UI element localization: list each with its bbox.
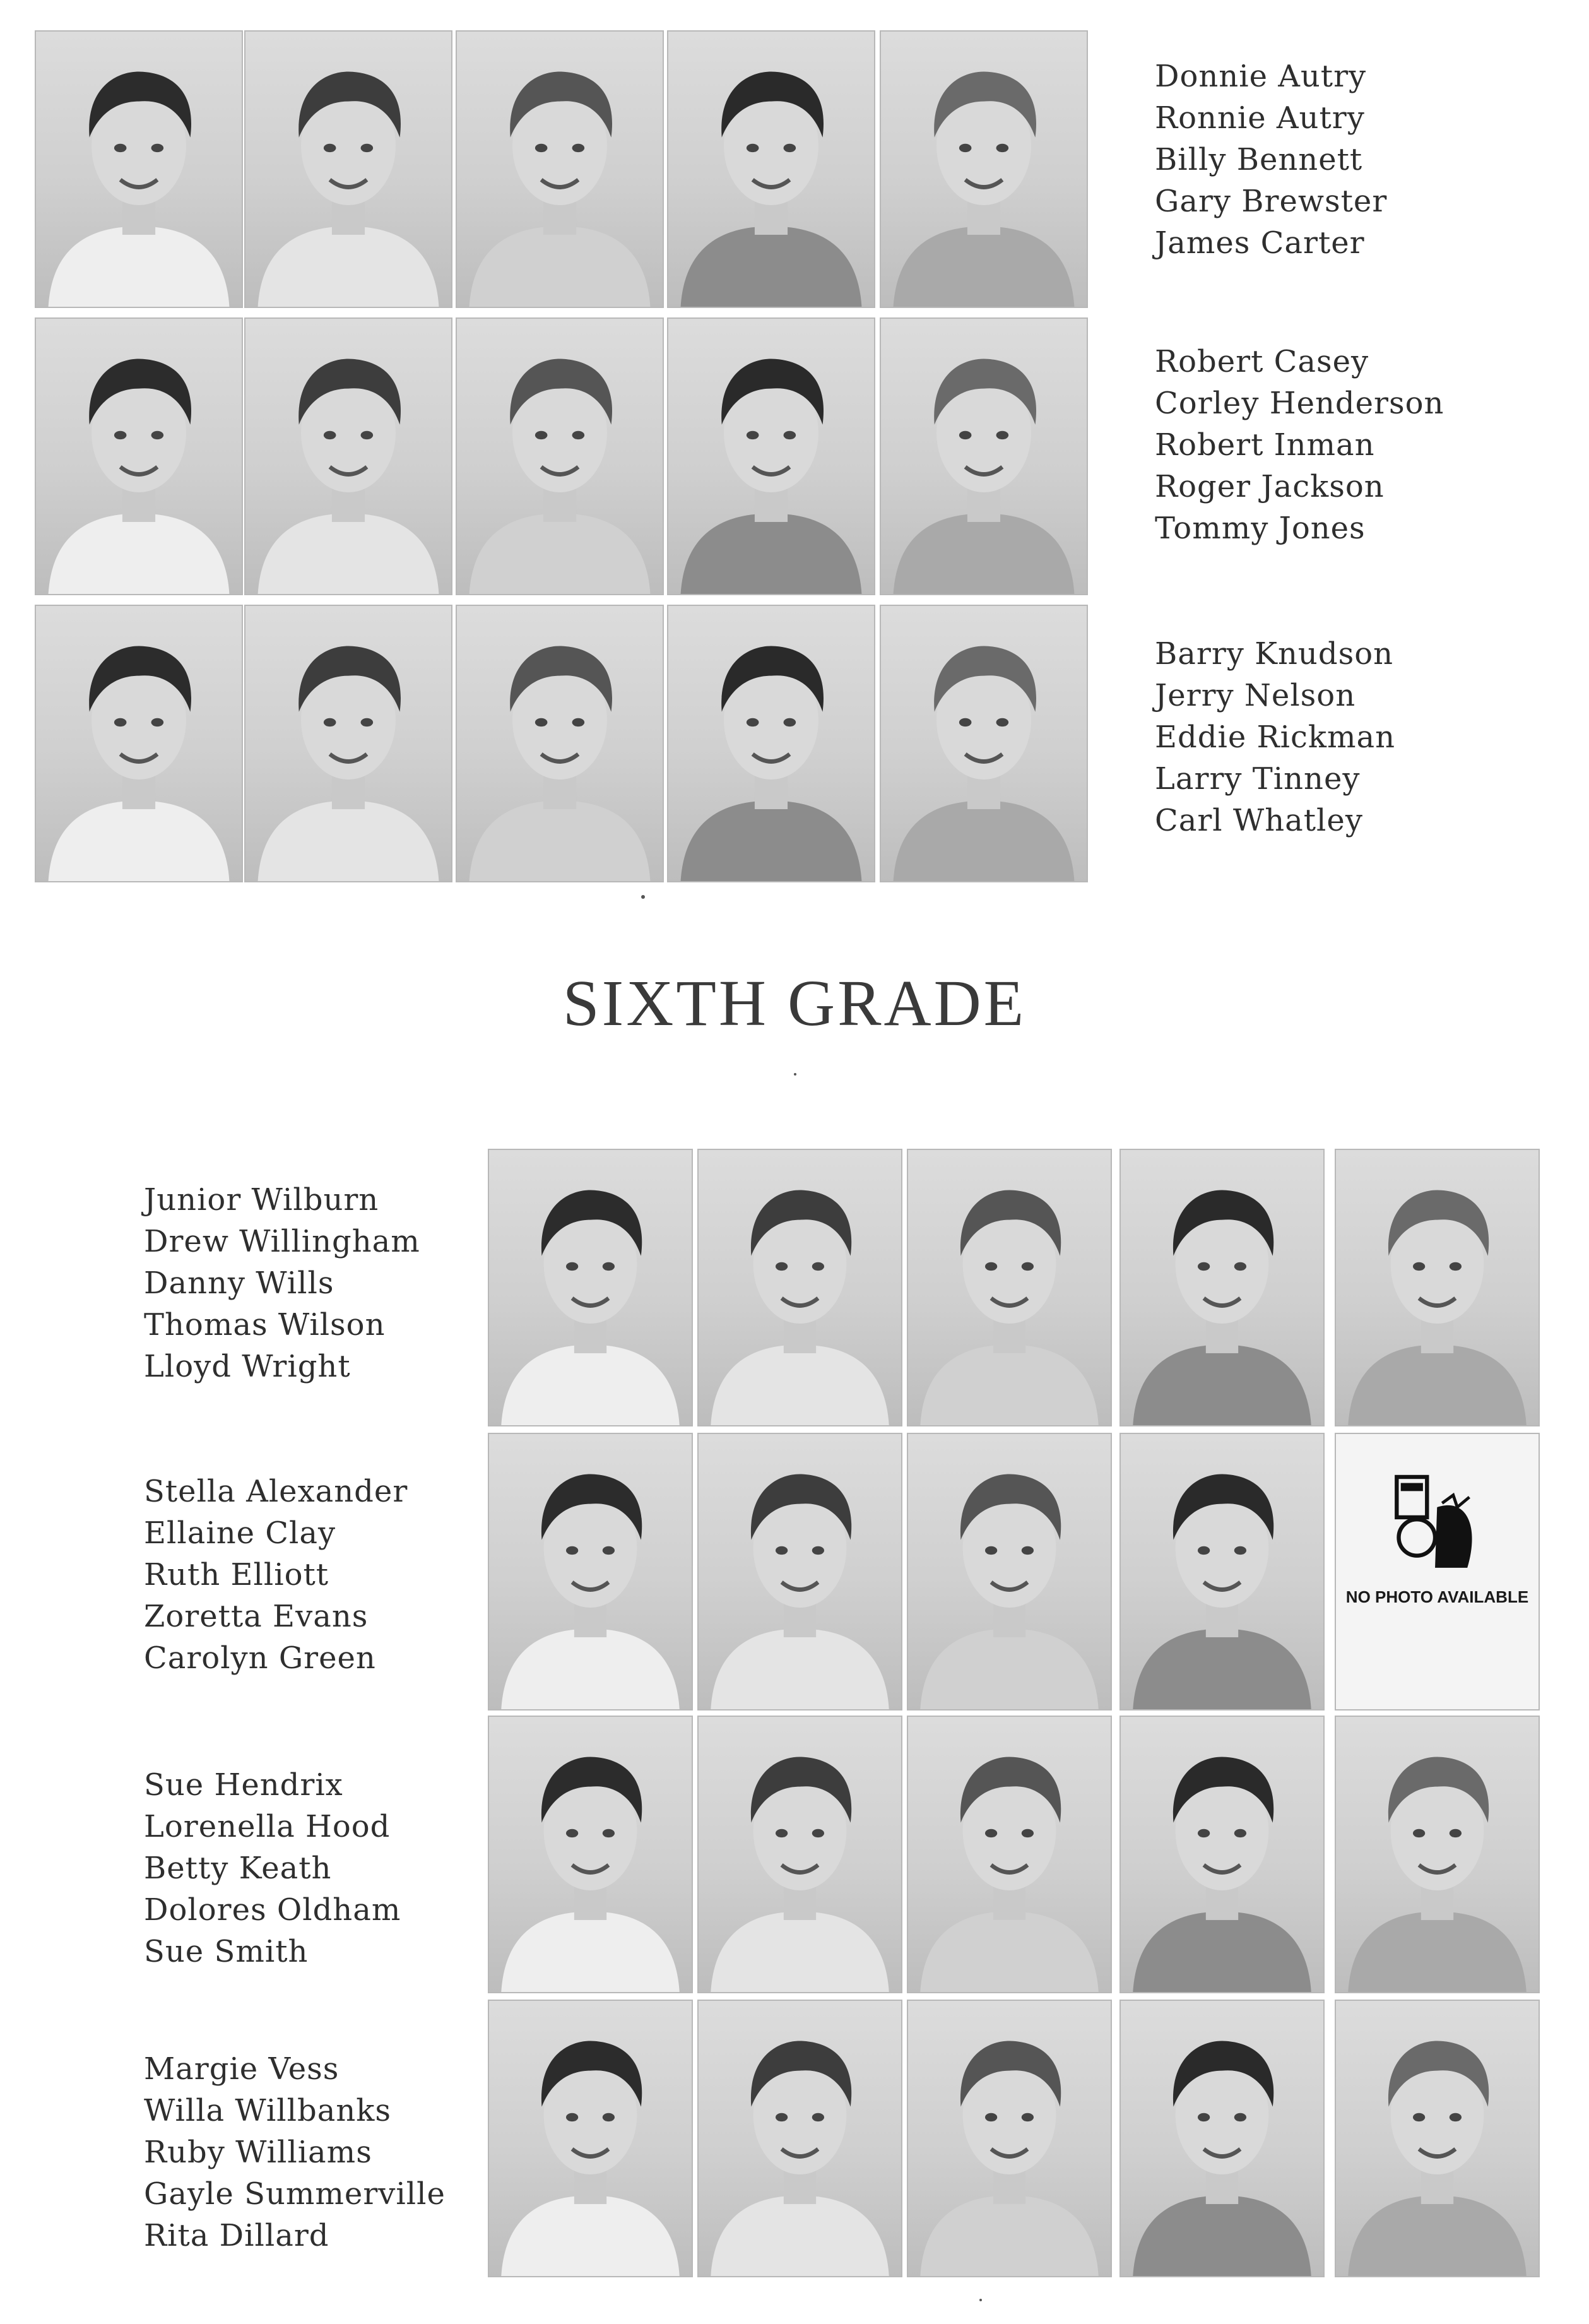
student-photo xyxy=(488,1433,693,1710)
student-name: Carolyn Green xyxy=(144,1640,376,1676)
student-name: Betty Keath xyxy=(144,1851,332,1886)
portrait-silhouette xyxy=(1336,2001,1539,2276)
portrait-silhouette xyxy=(699,2001,901,2276)
student-name: Tommy Jones xyxy=(1155,511,1366,546)
student-name: Lloyd Wright xyxy=(144,1349,351,1384)
student-photo xyxy=(667,30,875,308)
student-name: Jerry Nelson xyxy=(1155,678,1356,713)
student-photo xyxy=(880,605,1088,882)
student-name: Thomas Wilson xyxy=(144,1307,386,1343)
portrait-silhouette xyxy=(1336,1717,1539,1992)
portrait-silhouette xyxy=(457,32,663,307)
portrait-silhouette xyxy=(1121,1150,1323,1425)
portrait-silhouette xyxy=(489,1434,692,1709)
name-list xyxy=(1155,341,1444,549)
student-name: Junior Wilburn xyxy=(144,1182,379,1218)
portrait-silhouette xyxy=(457,606,663,881)
student-name: Carl Whatley xyxy=(1155,803,1363,838)
print-speck xyxy=(979,2299,982,2301)
portrait-silhouette xyxy=(908,1150,1111,1425)
portrait-silhouette xyxy=(1121,2001,1323,2276)
name-list xyxy=(1155,633,1395,841)
portrait-silhouette xyxy=(908,1717,1111,1992)
portrait-silhouette xyxy=(36,606,242,881)
student-photo xyxy=(907,1433,1112,1710)
camera-crack-icon xyxy=(1386,1467,1488,1588)
student-name: Rita Dillard xyxy=(144,2218,329,2253)
portrait-silhouette xyxy=(668,319,874,594)
portrait-silhouette xyxy=(457,319,663,594)
student-photo xyxy=(1335,2000,1540,2277)
student-photo xyxy=(244,605,452,882)
student-photo xyxy=(907,1716,1112,1993)
student-name: James Carter xyxy=(1155,225,1365,261)
name-list xyxy=(144,1179,420,1387)
portrait-silhouette xyxy=(881,319,1087,594)
name-list xyxy=(144,1764,401,1972)
student-photo xyxy=(1119,2000,1325,2277)
student-photo xyxy=(35,317,243,595)
student-photo xyxy=(697,1716,902,1993)
student-photo xyxy=(1119,1716,1325,1993)
no-photo-placeholder xyxy=(1336,1434,1539,1709)
student-name: Ronnie Autry xyxy=(1155,100,1365,136)
name-list xyxy=(144,1471,408,1679)
no-photo-stamp: NO PHOTO AVAILABLE xyxy=(1345,1587,1529,1607)
student-name: Billy Bennett xyxy=(1155,142,1363,177)
student-photo xyxy=(1335,1149,1540,1426)
portrait-silhouette xyxy=(668,32,874,307)
student-photo xyxy=(456,317,664,595)
student-name: Drew Willingham xyxy=(144,1224,420,1259)
portrait-silhouette xyxy=(1121,1434,1323,1709)
student-name: Robert Casey xyxy=(1155,344,1369,379)
student-photo xyxy=(244,317,452,595)
student-photo xyxy=(35,605,243,882)
section-title: SIXTH GRADE xyxy=(562,967,1027,1040)
portrait-silhouette xyxy=(36,32,242,307)
student-photo xyxy=(488,2000,693,2277)
name-list xyxy=(144,2048,446,2256)
student-name: Barry Knudson xyxy=(1155,636,1394,672)
portrait-silhouette xyxy=(699,1150,901,1425)
student-photo xyxy=(880,317,1088,595)
print-speck xyxy=(641,895,645,899)
portrait-silhouette xyxy=(881,606,1087,881)
student-name: Larry Tinney xyxy=(1155,761,1361,797)
portrait-silhouette xyxy=(245,32,451,307)
portrait-silhouette xyxy=(699,1717,901,1992)
portrait-silhouette xyxy=(489,2001,692,2276)
student-name: Roger Jackson xyxy=(1155,469,1385,504)
portrait-silhouette xyxy=(1121,1717,1323,1992)
student-name: Ruth Elliott xyxy=(144,1557,329,1592)
student-name: Willa Willbanks xyxy=(144,2093,391,2128)
student-photo xyxy=(667,317,875,595)
student-photo xyxy=(35,30,243,308)
portrait-silhouette xyxy=(881,32,1087,307)
portrait-silhouette xyxy=(668,606,874,881)
student-photo xyxy=(244,30,452,308)
student-name: Lorenella Hood xyxy=(144,1809,391,1844)
student-photo xyxy=(697,2000,902,2277)
portrait-silhouette xyxy=(36,319,242,594)
print-speck xyxy=(794,1073,796,1076)
student-photo xyxy=(456,605,664,882)
student-photo xyxy=(1335,1716,1540,1993)
portrait-silhouette xyxy=(699,1434,901,1709)
student-photo xyxy=(907,1149,1112,1426)
student-name: Margie Vess xyxy=(144,2051,340,2087)
student-photo xyxy=(456,30,664,308)
portrait-silhouette xyxy=(908,2001,1111,2276)
student-photo xyxy=(697,1149,902,1426)
student-name: Donnie Autry xyxy=(1155,59,1367,94)
portrait-silhouette xyxy=(245,319,451,594)
portrait-silhouette xyxy=(489,1150,692,1425)
student-name: Sue Hendrix xyxy=(144,1767,343,1803)
student-name: Danny Wills xyxy=(144,1266,334,1301)
student-photo xyxy=(1119,1433,1325,1710)
student-photo xyxy=(1119,1149,1325,1426)
student-photo xyxy=(667,605,875,882)
portrait-silhouette xyxy=(908,1434,1111,1709)
student-photo xyxy=(697,1433,902,1710)
student-name: Corley Henderson xyxy=(1155,386,1444,421)
student-name: Gayle Summerville xyxy=(144,2176,446,2212)
student-name: Sue Smith xyxy=(144,1934,309,1969)
student-photo xyxy=(1335,1433,1540,1710)
student-photo xyxy=(907,2000,1112,2277)
student-photo xyxy=(488,1149,693,1426)
student-name: Eddie Rickman xyxy=(1155,720,1396,755)
student-name: Robert Inman xyxy=(1155,427,1375,463)
portrait-silhouette xyxy=(489,1717,692,1992)
student-name: Dolores Oldham xyxy=(144,1892,401,1928)
student-photo xyxy=(488,1716,693,1993)
student-name: Gary Brewster xyxy=(1155,184,1388,219)
student-photo xyxy=(880,30,1088,308)
student-name: Stella Alexander xyxy=(144,1474,408,1509)
student-name: Ellaine Clay xyxy=(144,1515,336,1551)
student-name: Ruby Williams xyxy=(144,2135,372,2170)
name-list xyxy=(1155,56,1387,264)
portrait-silhouette xyxy=(245,606,451,881)
portrait-silhouette xyxy=(1336,1150,1539,1425)
student-name: Zoretta Evans xyxy=(144,1599,369,1634)
